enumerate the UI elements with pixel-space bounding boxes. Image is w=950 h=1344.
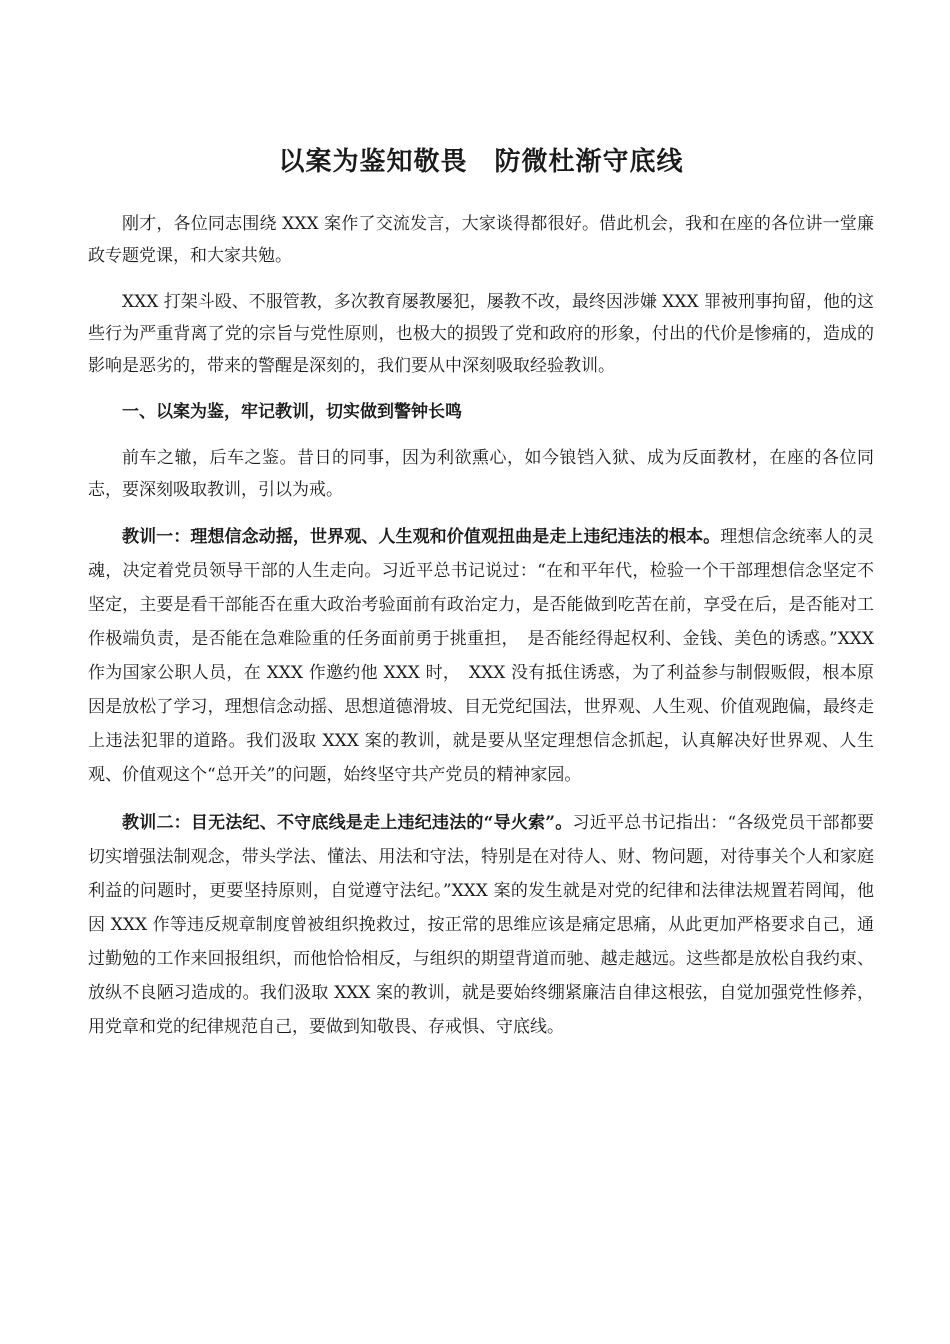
section-opening-paragraph: 前车之辙，后车之鉴。昔日的同事，因为利欲熏心，如今锒铛入狱、成为反面教材，在座的各位同志，要深刻吸取教训，引以为戒。: [88, 448, 874, 500]
document-page: [88, 140, 874, 1058]
intro-paragraph: 刚才，各位同志围绕 XXX 案作了交流发言，大家谈得都很好。借此机会，我和在座的各位讲一堂廉政专题党课，和大家共勉。: [88, 214, 874, 266]
lesson-two-paragraph: [88, 806, 874, 1044]
lesson-two-body: 习近平总书记指出：“各级党员干部都要切实增强法制观念，带头学法、懂法、用法和守法，特别是在对待人、财、物问题，对待事关个人和家庭利益的问题时，更要坚持原则，自觉遵守法纪。”XXX 案的发生就是对党的纪律和法律法规置若罔闻，他因 XXX 作等违反规章制度曾被组织挽救过，按正常的思维应该是痛定思痛，从此更加严格要求自己，通过勤勉的工作来回报组织，而他恰恰相反，与组织的期望背道而驰、越走越远。这些都是放松自我约束、放纵不良陋习造成的。我们汲取 XXX 案的教训，就是要始终绷紧廉洁自律这根弦，自觉加强党性修养，用党章和党的纪律规范自己，要做到知敬畏、存戒惧、守底线。: [88, 813, 874, 1037]
case-summary-paragraph: XXX 打架斗殴、不服管教，多次教育屡教屡犯，屡教不改，最终因涉嫌 XXX 罪被刑事拘留，他的这些行为严重背离了党的宗旨与党性原则，也极大的损毁了党和政府的形象，付出的代价是惨痛的，造成的影响是恶劣的，带来的警醒是深刻的，我们要从中深刻吸取经验教训。: [88, 292, 874, 376]
document-title: 以案为鉴知敬畏 防微杜渐守底线: [278, 147, 684, 177]
section-heading: 一、以案为鉴，牢记教训，切实做到警钟长鸣: [122, 402, 462, 422]
lesson-two-lead: 教训二：目无法纪、不守底线是走上违纪违法的“导火索”。: [122, 813, 573, 833]
lesson-one-body: 理想信念统率人的灵魂，决定着党员领导干部的人生走向。习近平总书记说过：“在和平年代，检验一个干部理想信念坚定不坚定，主要是看干部能否在重大政治考验面前有政治定力，是否能做到吃苦在前，享受在后，是否能对工作极端负责，是否能在急难险重的任务面前勇于挑重担， 是否能经得起权利、金钱、美色的诱惑。”XXX 作为国家公职人员，在 XXX 作邀约他 XXX 时， XXX 没有抵住诱惑，为了利益参与制假贩假，根本原因是放松了学习，理想信念动摇、思想道德滑坡、目无党纪国法，世界观、人生观、价值观跑偏，最终走上违法犯罪的道路。我们汲取 XXX 案的教训，就是要从坚定理想信念抓起，认真解决好世界观、人生观、价值观这个“总开关”的问题，始终坚守共产党员的精神家园。: [88, 527, 875, 785]
lesson-one-lead: 教训一：理想信念动摇，世界观、人生观和价值观扭曲是走上违纪违法的根本。: [122, 527, 721, 547]
lesson-one-paragraph: [88, 520, 874, 792]
